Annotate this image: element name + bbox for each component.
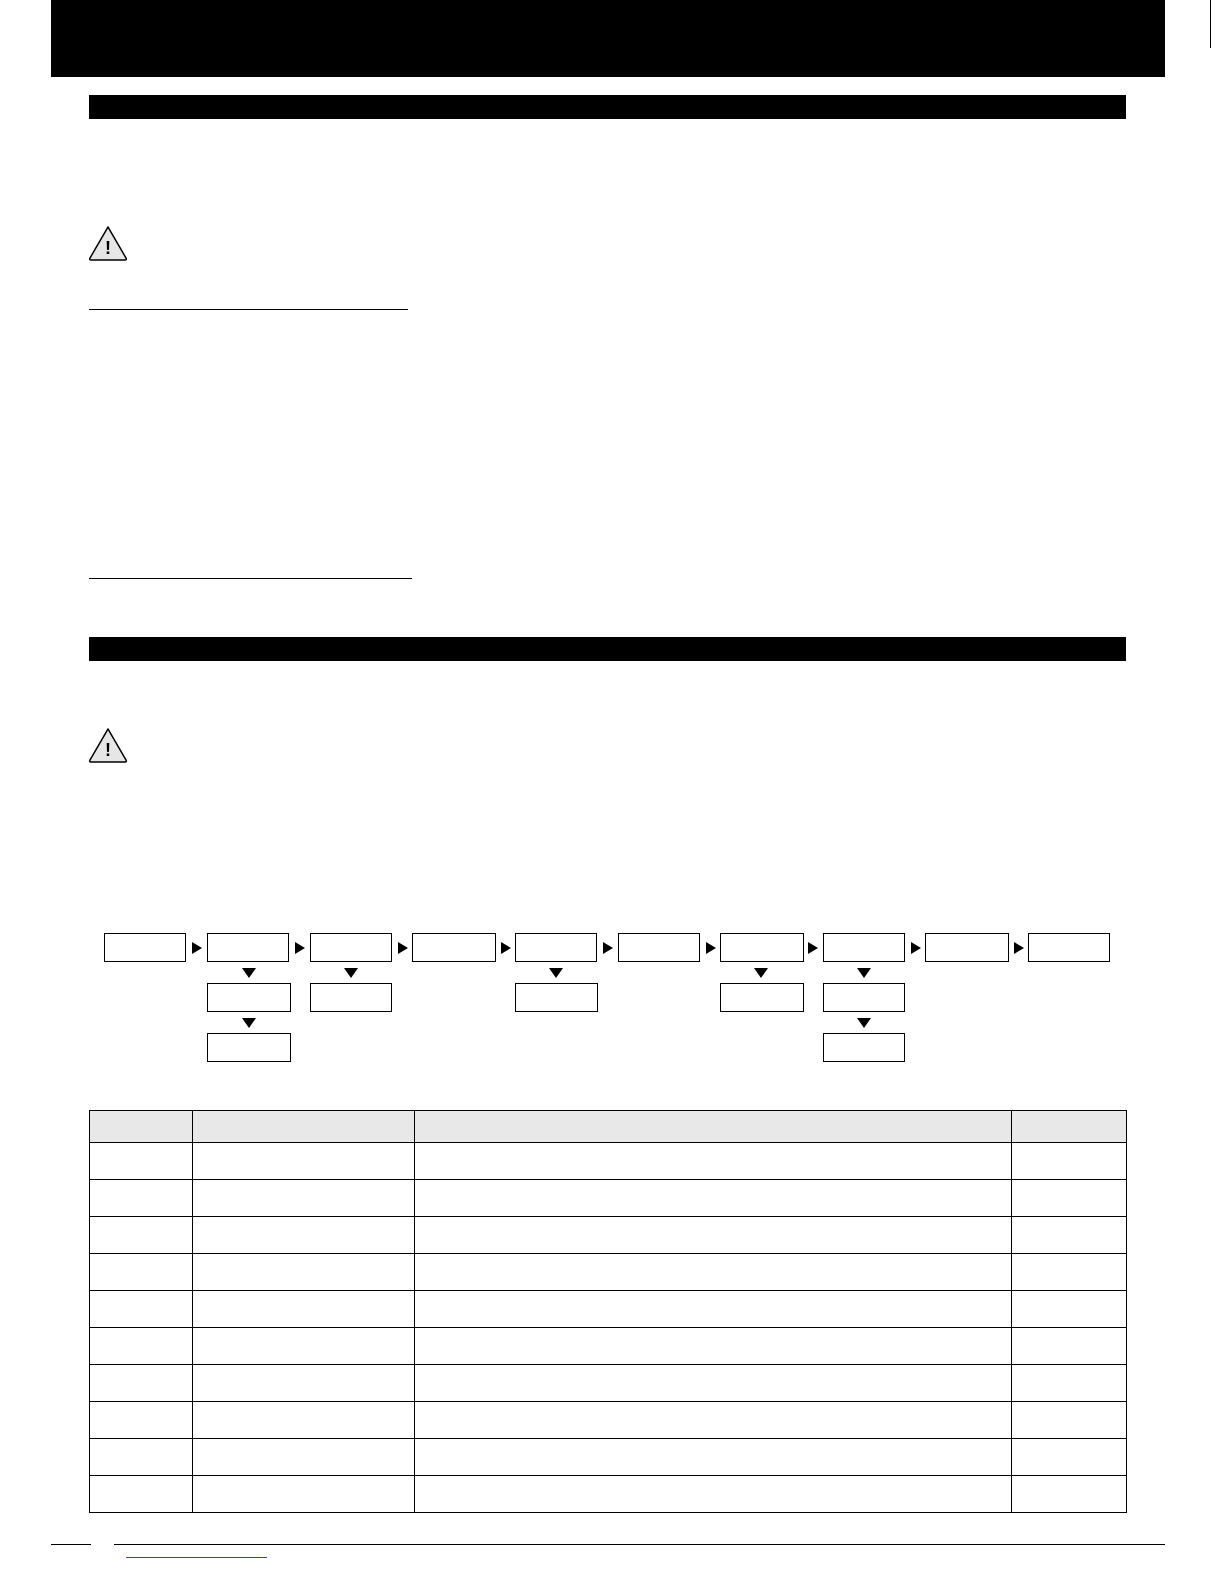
table-cell	[1012, 1328, 1127, 1365]
table-cell	[193, 1254, 415, 1291]
flow-box	[515, 933, 597, 962]
table-cell	[193, 1402, 415, 1439]
section-2-title-bar	[89, 637, 1126, 661]
menu-table	[89, 1110, 1127, 1513]
flow-box	[104, 933, 186, 962]
warning-icon	[88, 225, 128, 261]
table-cell	[415, 1439, 1012, 1476]
right-arrow-icon	[603, 942, 613, 954]
table-cell	[1012, 1143, 1127, 1180]
footer-rule-left	[51, 1544, 91, 1545]
table-cell	[415, 1365, 1012, 1402]
flow-box	[823, 1033, 905, 1062]
table-cell	[193, 1180, 415, 1217]
table-cell	[193, 1143, 415, 1180]
column-header	[1012, 1111, 1127, 1143]
flow-box	[412, 933, 496, 962]
table-row	[90, 1476, 1127, 1513]
right-arrow-icon	[808, 942, 818, 954]
table-cell	[1012, 1365, 1127, 1402]
right-arrow-icon	[398, 942, 408, 954]
table-row	[90, 1365, 1127, 1402]
table-cell	[1012, 1254, 1127, 1291]
table-cell	[193, 1476, 415, 1513]
table-row	[90, 1143, 1127, 1180]
table-cell	[193, 1439, 415, 1476]
table-row	[90, 1291, 1127, 1328]
flow-box	[823, 983, 905, 1012]
table-cell	[193, 1328, 415, 1365]
table-cell	[1012, 1217, 1127, 1254]
table-cell	[90, 1180, 193, 1217]
table-cell	[415, 1217, 1012, 1254]
down-arrow-icon	[857, 1018, 871, 1028]
down-arrow-icon	[857, 968, 871, 978]
table-cell	[415, 1254, 1012, 1291]
down-arrow-icon	[549, 968, 563, 978]
flow-box	[515, 983, 598, 1012]
warning-glyph: !	[105, 238, 111, 258]
right-arrow-icon	[295, 942, 305, 954]
table-cell	[90, 1365, 193, 1402]
right-arrow-icon	[192, 942, 202, 954]
flow-box	[925, 933, 1009, 962]
subsection-rule-2	[89, 578, 412, 579]
table-cell	[415, 1328, 1012, 1365]
flow-box	[207, 983, 291, 1012]
table-cell	[1012, 1439, 1127, 1476]
down-arrow-icon	[344, 968, 358, 978]
table-cell	[90, 1439, 193, 1476]
table-cell	[1012, 1291, 1127, 1328]
table-cell	[193, 1291, 415, 1328]
table-cell	[90, 1291, 193, 1328]
column-header	[415, 1111, 1012, 1143]
right-arrow-icon	[911, 942, 921, 954]
table-cell	[1012, 1402, 1127, 1439]
right-arrow-icon	[1014, 942, 1024, 954]
table-cell	[90, 1217, 193, 1254]
flow-box	[207, 1033, 291, 1062]
table-cell	[415, 1180, 1012, 1217]
table-cell	[90, 1402, 193, 1439]
table-cell	[193, 1217, 415, 1254]
down-arrow-icon	[242, 1018, 256, 1028]
table-row	[90, 1217, 1127, 1254]
table-cell	[90, 1328, 193, 1365]
right-arrow-icon	[706, 942, 716, 954]
table-cell	[1012, 1476, 1127, 1513]
header-edge-mark	[1210, 0, 1211, 48]
table-cell	[90, 1143, 193, 1180]
table-row	[90, 1439, 1127, 1476]
header-band	[51, 0, 1165, 77]
table-cell	[415, 1143, 1012, 1180]
warning-glyph: !	[105, 740, 111, 760]
subsection-rule-1	[89, 309, 408, 310]
warning-icon	[88, 727, 128, 763]
table-cell	[1012, 1180, 1127, 1217]
down-arrow-icon	[242, 968, 256, 978]
table-row	[90, 1328, 1127, 1365]
footer-link[interactable]	[126, 1557, 267, 1558]
column-header	[90, 1111, 193, 1143]
table-row	[90, 1402, 1127, 1439]
table-row	[90, 1254, 1127, 1291]
flow-box	[310, 933, 392, 962]
flow-box	[310, 983, 392, 1012]
column-header	[193, 1111, 415, 1143]
right-arrow-icon	[501, 942, 511, 954]
footer-rule	[114, 1544, 1165, 1545]
section-1-title-bar	[89, 95, 1126, 119]
table-cell	[415, 1476, 1012, 1513]
flow-box	[823, 933, 905, 962]
table-header-row	[90, 1111, 1127, 1143]
flow-box	[1028, 933, 1110, 962]
down-arrow-icon	[754, 968, 768, 978]
table-row	[90, 1180, 1127, 1217]
flow-box	[207, 933, 289, 962]
table-cell	[415, 1402, 1012, 1439]
flow-box	[720, 983, 804, 1012]
table-cell	[90, 1476, 193, 1513]
table-cell	[90, 1254, 193, 1291]
table-cell	[415, 1291, 1012, 1328]
table-cell	[193, 1365, 415, 1402]
flow-box	[720, 933, 804, 962]
flow-box	[618, 933, 700, 962]
